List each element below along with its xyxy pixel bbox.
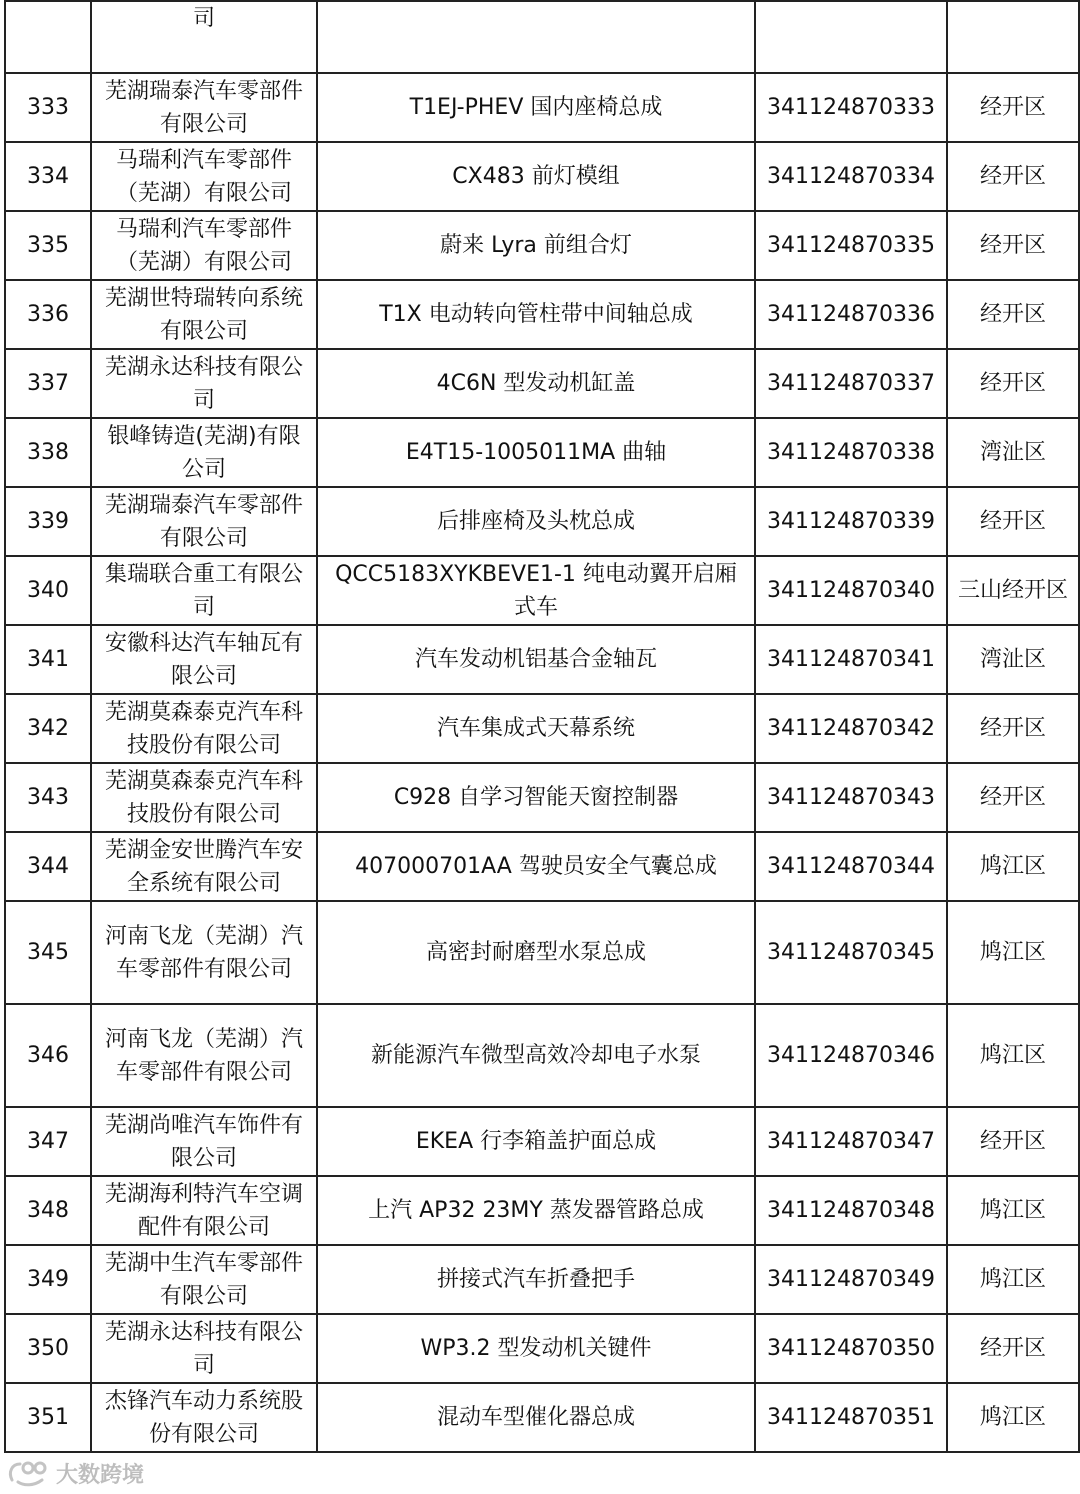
cell-product: C928 自学习智能天窗控制器 [317,763,755,832]
cell-district: 鸠江区 [947,1176,1079,1245]
table-row [5,418,1079,487]
cell-product: 高密封耐磨型水泵总成 [317,901,755,1004]
cell-company: 银峰铸造(芜湖)有限公司 [91,418,317,487]
cell-no: 335 [5,211,91,280]
table-row [5,832,1079,901]
cell-no: 344 [5,832,91,901]
cell-code: 341124870337 [755,349,947,418]
cell-code [755,1,947,73]
cell-company: 安徽科达汽车轴瓦有限公司 [91,625,317,694]
cell-product: E4T15-1005011MA 曲轴 [317,418,755,487]
cell-product: EKEA 行李箱盖护面总成 [317,1107,755,1176]
cell-company: 芜湖海利特汽车空调配件有限公司 [91,1176,317,1245]
cell-product: 汽车集成式天幕系统 [317,694,755,763]
cell-code: 341124870348 [755,1176,947,1245]
cell-company: 芜湖莫森泰克汽车科技股份有限公司 [91,694,317,763]
table-row-fragment [5,1,1079,73]
cell-company: 河南飞龙（芜湖）汽车零部件有限公司 [91,901,317,1004]
table-row [5,1004,1079,1107]
table-row [5,1176,1079,1245]
cell-no: 345 [5,901,91,1004]
cell-code: 341124870349 [755,1245,947,1314]
cell-no: 341 [5,625,91,694]
cell-code: 341124870347 [755,1107,947,1176]
table-row [5,1314,1079,1383]
cell-district: 经开区 [947,211,1079,280]
cell-no: 343 [5,763,91,832]
cell-district: 经开区 [947,1314,1079,1383]
cell-district [947,1,1079,73]
cell-no: 350 [5,1314,91,1383]
cell-product: QCC5183XYKBEVE1-1 纯电动翼开启厢式车 [317,556,755,625]
cell-no: 347 [5,1107,91,1176]
table-row [5,763,1079,832]
cell-code: 341124870338 [755,418,947,487]
cell-company: 芜湖永达科技有限公司 [91,1314,317,1383]
cell-code: 341124870333 [755,73,947,142]
table-row [5,280,1079,349]
cell-product: T1X 电动转向管柱带中间轴总成 [317,280,755,349]
cell-company: 集瑞联合重工有限公司 [91,556,317,625]
cell-district: 经开区 [947,280,1079,349]
cell-no: 338 [5,418,91,487]
cell-code: 341124870351 [755,1383,947,1452]
watermark [6,1456,144,1490]
cell-product: 拼接式汽车折叠把手 [317,1245,755,1314]
cell-district: 经开区 [947,694,1079,763]
cell-code: 341124870344 [755,832,947,901]
cell-product: 后排座椅及头枕总成 [317,487,755,556]
cell-code: 341124870336 [755,280,947,349]
cell-company: 芜湖尚唯汽车饰件有限公司 [91,1107,317,1176]
cell-company: 芜湖金安世腾汽车安全系统有限公司 [91,832,317,901]
cell-district: 鸠江区 [947,901,1079,1004]
table-row [5,1107,1079,1176]
cell-product: 4C6N 型发动机缸盖 [317,349,755,418]
cell-no: 340 [5,556,91,625]
cell-district: 三山经开区 [947,556,1079,625]
cell-district: 鸠江区 [947,832,1079,901]
cell-district: 湾沚区 [947,625,1079,694]
cell-code: 341124870340 [755,556,947,625]
cell-code: 341124870341 [755,625,947,694]
cell-code: 341124870350 [755,1314,947,1383]
table-row [5,1383,1079,1452]
cell-company: 芜湖瑞泰汽车零部件有限公司 [91,487,317,556]
table-row [5,694,1079,763]
cell-company: 芜湖莫森泰克汽车科技股份有限公司 [91,763,317,832]
cell-company: 司 [91,1,317,73]
cell-product: 混动车型催化器总成 [317,1383,755,1452]
cell-company: 芜湖永达科技有限公司 [91,349,317,418]
cell-district: 经开区 [947,73,1079,142]
cell-no: 337 [5,349,91,418]
cell-product: 新能源汽车微型高效冷却电子水泵 [317,1004,755,1107]
cell-product: 蔚来 Lyra 前组合灯 [317,211,755,280]
cell-district: 经开区 [947,142,1079,211]
cell-company: 马瑞利汽车零部件（芜湖）有限公司 [91,142,317,211]
cell-product: 上汽 AP32 23MY 蒸发器管路总成 [317,1176,755,1245]
table-row [5,556,1079,625]
table-row [5,142,1079,211]
table-row [5,625,1079,694]
cell-product [317,1,755,73]
cell-product: 407000701AA 驾驶员安全气囊总成 [317,832,755,901]
cell-company: 芜湖中生汽车零部件有限公司 [91,1245,317,1314]
watermark-logo-icon [6,1458,50,1488]
table-row [5,349,1079,418]
cell-district: 经开区 [947,487,1079,556]
cell-district: 经开区 [947,763,1079,832]
product-table [4,0,1080,1453]
cell-no: 342 [5,694,91,763]
cell-district: 鸠江区 [947,1383,1079,1452]
cell-product: CX483 前灯模组 [317,142,755,211]
cell-no: 339 [5,487,91,556]
table-row [5,487,1079,556]
cell-product: 汽车发动机铝基合金轴瓦 [317,625,755,694]
cell-no: 348 [5,1176,91,1245]
table-row [5,901,1079,1004]
cell-product: WP3.2 型发动机关键件 [317,1314,755,1383]
cell-code: 341124870343 [755,763,947,832]
cell-no: 349 [5,1245,91,1314]
cell-no: 351 [5,1383,91,1452]
cell-company: 芜湖世特瑞转向系统有限公司 [91,280,317,349]
cell-no [5,1,91,73]
table-row [5,1245,1079,1314]
cell-company: 河南飞龙（芜湖）汽车零部件有限公司 [91,1004,317,1107]
cell-no: 333 [5,73,91,142]
cell-code: 341124870339 [755,487,947,556]
table-row [5,73,1079,142]
cell-company: 马瑞利汽车零部件（芜湖）有限公司 [91,211,317,280]
cell-company: 芜湖瑞泰汽车零部件有限公司 [91,73,317,142]
cell-code: 341124870342 [755,694,947,763]
cell-district: 鸠江区 [947,1245,1079,1314]
cell-district: 经开区 [947,1107,1079,1176]
cell-district: 经开区 [947,349,1079,418]
cell-district: 湾沚区 [947,418,1079,487]
cell-product: T1EJ-PHEV 国内座椅总成 [317,73,755,142]
cell-district: 鸠江区 [947,1004,1079,1107]
cell-code: 341124870346 [755,1004,947,1107]
cell-code: 341124870345 [755,901,947,1004]
cell-code: 341124870334 [755,142,947,211]
cell-no: 336 [5,280,91,349]
cell-code: 341124870335 [755,211,947,280]
watermark-text: 大数跨境 [56,1462,145,1488]
cell-company: 杰锋汽车动力系统股份有限公司 [91,1383,317,1452]
table-row [5,211,1079,280]
cell-no: 334 [5,142,91,211]
cell-no: 346 [5,1004,91,1107]
